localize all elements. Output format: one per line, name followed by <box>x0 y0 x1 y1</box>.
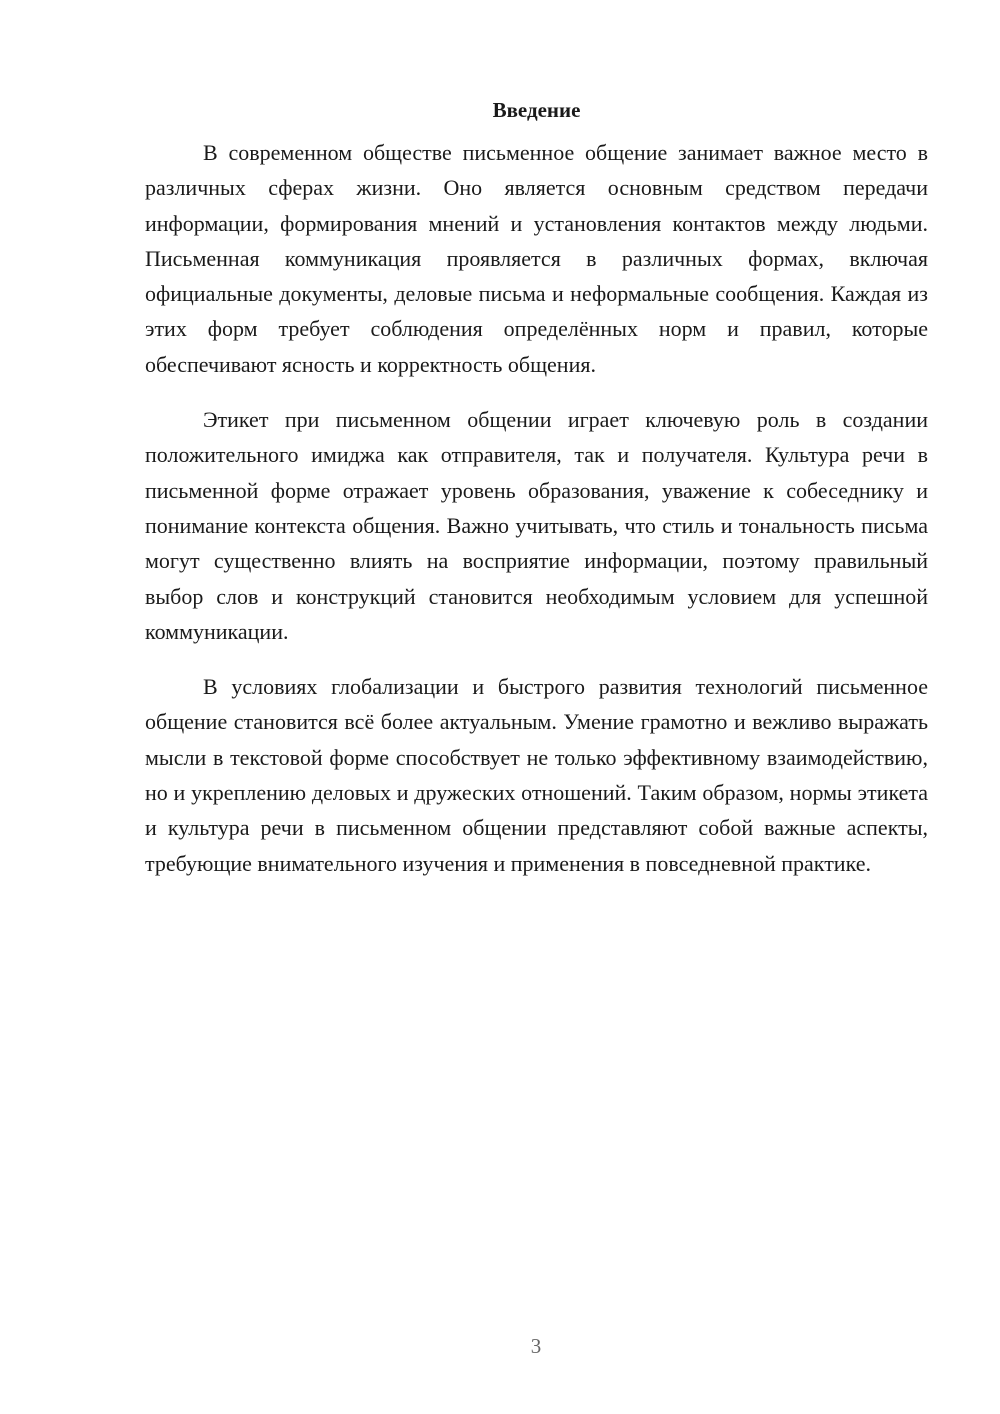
paragraph-2: Этикет при письменном общении играет ключевую роль в создании положительного имиджа как отправителя, так и получателя. Культура речи в письменной форме отражает уровень образования, уважение к собеседнику и понимание контекста общения. Важно учитывать, что стиль и тональность письма могут существенно влиять на восприятие информации, поэтому правильный выбор слов и конструкций становится необходимым условием для успешной коммуникации. <box>145 407 928 644</box>
paragraph-1: В современном обществе письменное общение занимает важное место в различных сферах жизни. Оно является основным средством передачи информации, формирования мнений и установления контактов между людьми. Письменная коммуникация проявляется в различных формах, включая официальные документы, деловые письма и неформальные сообщения. Каждая из этих форм требует соблюдения определённых норм и правил, которые обеспечивают ясность и корректность общения. <box>145 140 928 377</box>
section-heading: Введение <box>492 98 581 122</box>
page-number: 3 <box>530 1334 542 1358</box>
page-content <box>145 95 928 901</box>
paragraph-3: В условиях глобализации и быстрого развития технологий письменное общение становится всё более актуальным. Умение грамотно и вежливо выражать мысли в текстовой форме способствует не только эффективному взаимодействию, но и укреплению деловых и дружеских отношений. Таким образом, нормы этикета и культура речи в письменном общении представляют собой важные аспекты, требующие внимательного изучения и применения в повседневной практике. <box>145 674 928 876</box>
